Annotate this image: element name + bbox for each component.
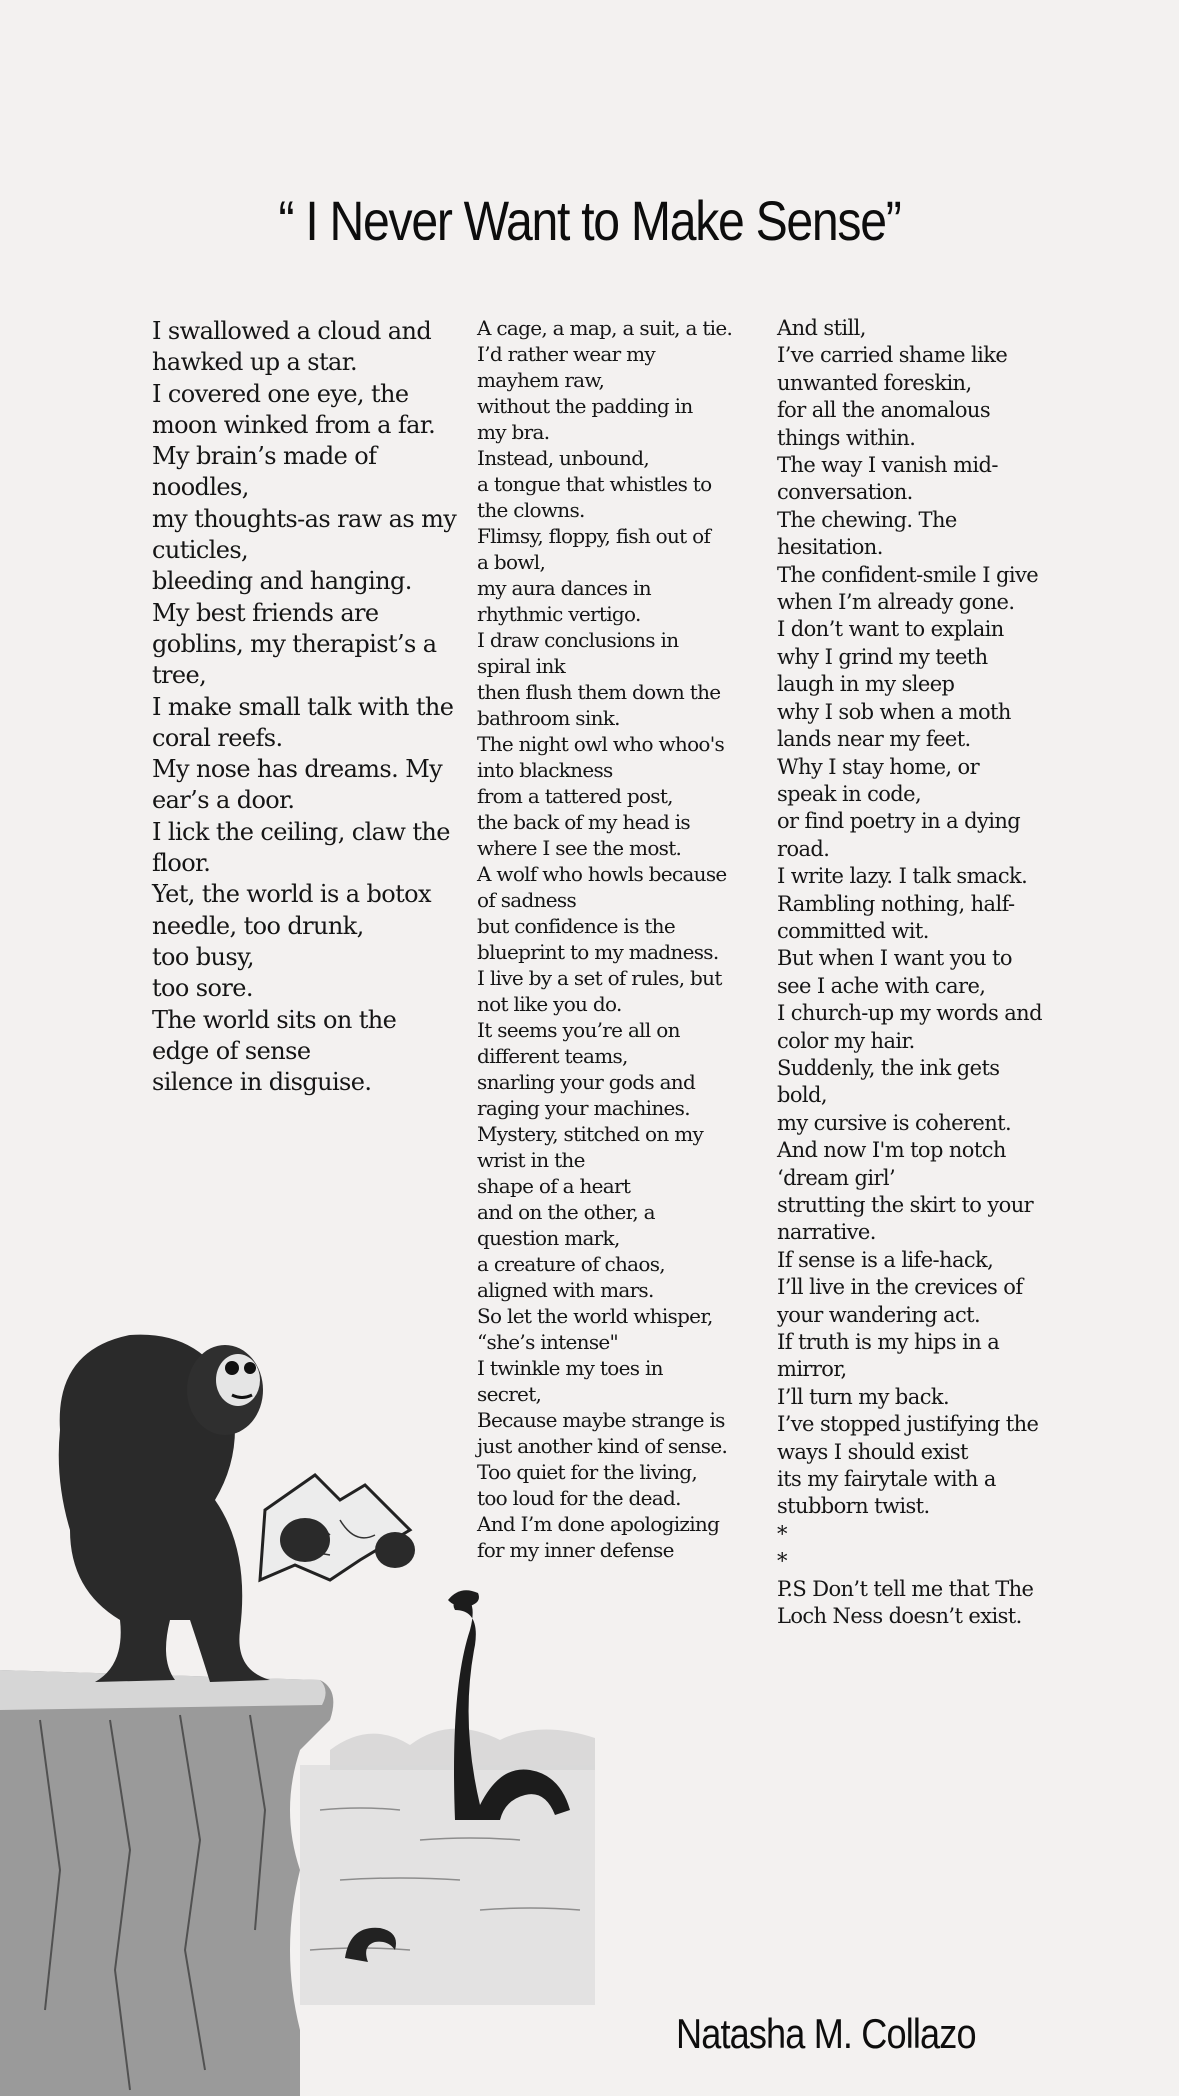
poem-line: why I grind my teeth xyxy=(777,644,988,669)
poem-line: My brain’s made of xyxy=(152,442,377,471)
poem-line: its my fairytale with a xyxy=(777,1467,996,1492)
poem-line: but confidence is the xyxy=(477,914,675,938)
poem-line: Suddenly, the ink gets xyxy=(777,1055,1000,1080)
poem-title: “ I Never Want to Make Sense” xyxy=(278,189,901,252)
poem-line: stubborn twist. xyxy=(777,1494,930,1519)
poem-line: If truth is my hips in a xyxy=(777,1330,1000,1355)
poem-line: I’ll turn my back. xyxy=(777,1384,950,1409)
poem-line: A wolf who howls because xyxy=(477,862,727,886)
poem-line: why I sob when a moth xyxy=(777,699,1011,724)
poem-line: hesitation. xyxy=(777,535,883,560)
poem-line: mayhem raw, xyxy=(477,368,605,392)
poem-line: The night owl who whoo's xyxy=(477,732,725,756)
bigfoot-and-loch-ness-illustration xyxy=(0,1250,600,2096)
poem-line: just another kind of sense. xyxy=(477,1434,728,1458)
poem-line: I make small talk with the xyxy=(152,692,454,721)
poem-line: the back of my head is xyxy=(477,810,690,834)
poem-line: I don’t want to explain xyxy=(777,617,1004,642)
poem-line: needle, too drunk, xyxy=(152,911,364,940)
poem-line: narrative. xyxy=(777,1220,876,1245)
poem-line: floor. xyxy=(152,849,211,878)
poem-line: And I’m done apologizing xyxy=(477,1512,720,1536)
poem-line: So let the world whisper, xyxy=(477,1304,713,1328)
poem-line: Because maybe strange is xyxy=(477,1408,725,1432)
poem-line: question mark, xyxy=(477,1226,620,1250)
poem-line: Rambling nothing, half- xyxy=(777,891,1015,916)
poem-line: conversation. xyxy=(777,480,913,505)
poem-line: I swallowed a cloud and xyxy=(152,317,432,345)
poem-line: things within. xyxy=(777,425,916,450)
poem-line: mirror, xyxy=(777,1357,847,1382)
poem-line: coral reefs. xyxy=(152,723,283,752)
poem-line: The chewing. The xyxy=(777,507,957,532)
poem-line: aligned with mars. xyxy=(477,1278,654,1302)
poem-line: ways I should exist xyxy=(777,1439,968,1464)
poem-line: when I’m already gone. xyxy=(777,590,1015,615)
poem-line: too sore. xyxy=(152,974,253,1003)
poem-line: color my hair. xyxy=(777,1028,915,1053)
poem-line: I draw conclusions in xyxy=(477,628,679,652)
poem-line: And now I'm top notch xyxy=(777,1138,1006,1163)
poem-line: I live by a set of rules, but xyxy=(477,966,722,990)
poem-line: I covered one eye, the xyxy=(152,379,409,408)
poem-line: rhythmic vertigo. xyxy=(477,602,641,626)
poem-line: the clowns. xyxy=(477,498,585,522)
poem-line: ‘dream girl’ xyxy=(777,1165,896,1190)
poem-line: It seems you’re all on xyxy=(477,1018,680,1042)
poem-line: I’ve carried shame like xyxy=(777,343,1008,368)
poem-line: tree, xyxy=(152,661,207,690)
poem-line: raging your machines. xyxy=(477,1096,690,1120)
poem-line: P.S Don’t tell me that The xyxy=(777,1576,1034,1601)
poem-line: I twinkle my toes in xyxy=(477,1356,663,1380)
poem-line: too busy, xyxy=(152,942,254,971)
poem-line: Loch Ness doesn’t exist. xyxy=(777,1604,1022,1629)
poem-line: snarling your gods and xyxy=(477,1070,696,1094)
poem-line: too loud for the dead. xyxy=(477,1486,681,1510)
poem-line: see I ache with care, xyxy=(777,973,986,998)
poem-line: your wandering act. xyxy=(777,1302,981,1327)
poem-line: “she’s intense" xyxy=(477,1330,619,1354)
poem-line: silence in disguise. xyxy=(152,1068,372,1097)
poem-line: for all the anomalous xyxy=(777,398,991,423)
poem-line: A cage, a map, a suit, a tie. xyxy=(477,316,733,340)
poem-line: My best friends are xyxy=(152,598,379,627)
poem-line: noodles, xyxy=(152,473,249,502)
poem-line: bleeding and hanging. xyxy=(152,567,412,596)
poem-line: or find poetry in a dying xyxy=(777,809,1021,834)
poem-line: edge of sense xyxy=(152,1036,311,1065)
poem-column-1 xyxy=(152,316,457,1098)
poem-line: hawked up a star. xyxy=(152,348,357,377)
poem-line: blueprint to my madness. xyxy=(477,940,719,964)
poem-column-3 xyxy=(777,315,1057,1631)
poem-line: Instead, unbound, xyxy=(477,446,649,470)
poem-line: not like you do. xyxy=(477,992,622,1016)
poem-line: I write lazy. I talk smack. xyxy=(777,864,1028,889)
poem-line: Mystery, stitched on my xyxy=(477,1122,704,1146)
poem-line: Why I stay home, or xyxy=(777,754,980,779)
poem-line: my bra. xyxy=(477,420,550,444)
poem-line: a tongue that whistles to xyxy=(477,472,712,496)
poem-line: But when I want you to xyxy=(777,946,1012,971)
poem-line: unwanted foreskin, xyxy=(777,370,972,395)
poem-line: lands near my feet. xyxy=(777,727,971,752)
poem-line: Flimsy, floppy, fish out of xyxy=(477,524,711,548)
poem-line: * xyxy=(777,1549,787,1574)
poem-line: The confident-smile I give xyxy=(777,562,1039,587)
poem-line: Too quiet for the living, xyxy=(477,1460,698,1484)
poem-line: road. xyxy=(777,836,830,861)
poem-line: where I see the most. xyxy=(477,836,682,860)
poem-line: I’d rather wear my xyxy=(477,342,656,366)
poem-line: speak in code, xyxy=(777,781,922,806)
poem-line: I’ve stopped justifying the xyxy=(777,1412,1039,1437)
poem-line: shape of a heart xyxy=(477,1174,631,1198)
poem-line: I lick the ceiling, claw the xyxy=(152,817,450,846)
poem-line: I’ll live in the crevices of xyxy=(777,1275,1023,1300)
poem-line: bold, xyxy=(777,1083,827,1108)
poem-line: I church-up my words and xyxy=(777,1001,1042,1026)
poem-line: The world sits on the xyxy=(152,1005,397,1034)
poem-line: committed wit. xyxy=(777,918,929,943)
poem-line: of sadness xyxy=(477,888,577,912)
poem-line: * xyxy=(777,1521,787,1546)
poem-line: into blackness xyxy=(477,758,613,782)
poem-line: my aura dances in xyxy=(477,576,651,600)
poem-line: for my inner defense xyxy=(477,1538,674,1562)
poem-line: different teams, xyxy=(477,1044,628,1068)
poem-line: and on the other, a xyxy=(477,1200,655,1224)
poem-line: bathroom sink. xyxy=(477,706,620,730)
poem-line: then flush them down the xyxy=(477,680,721,704)
poem-line: my cursive is coherent. xyxy=(777,1110,1012,1135)
poem-line: a creature of chaos, xyxy=(477,1252,665,1276)
poem-line: moon winked from a far. xyxy=(152,410,436,439)
poem-line: Yet, the world is a botox xyxy=(152,880,431,909)
poem-line: strutting the skirt to your xyxy=(777,1193,1034,1217)
author-name: Natasha M. Collazo xyxy=(676,2010,976,2057)
poem-line: cuticles, xyxy=(152,536,249,565)
poem-line: The way I vanish mid- xyxy=(777,453,998,478)
poem-line: My nose has dreams. My xyxy=(152,755,443,784)
poem-line: without the padding in xyxy=(477,394,693,418)
poem-line: goblins, my therapist’s a xyxy=(152,629,437,658)
poem-line: spiral ink xyxy=(477,654,566,678)
poem-line: laugh in my sleep xyxy=(777,672,955,697)
poem-line: If sense is a life-hack, xyxy=(777,1247,994,1272)
poem-line: from a tattered post, xyxy=(477,784,673,808)
poem-line: a bowl, xyxy=(477,550,546,574)
poem-line: secret, xyxy=(477,1382,542,1406)
poem-line: ear’s a door. xyxy=(152,786,295,815)
poem-line: my thoughts-as raw as my xyxy=(152,504,457,533)
poem-line: And still, xyxy=(777,316,866,340)
poem-line: wrist in the xyxy=(477,1148,585,1172)
